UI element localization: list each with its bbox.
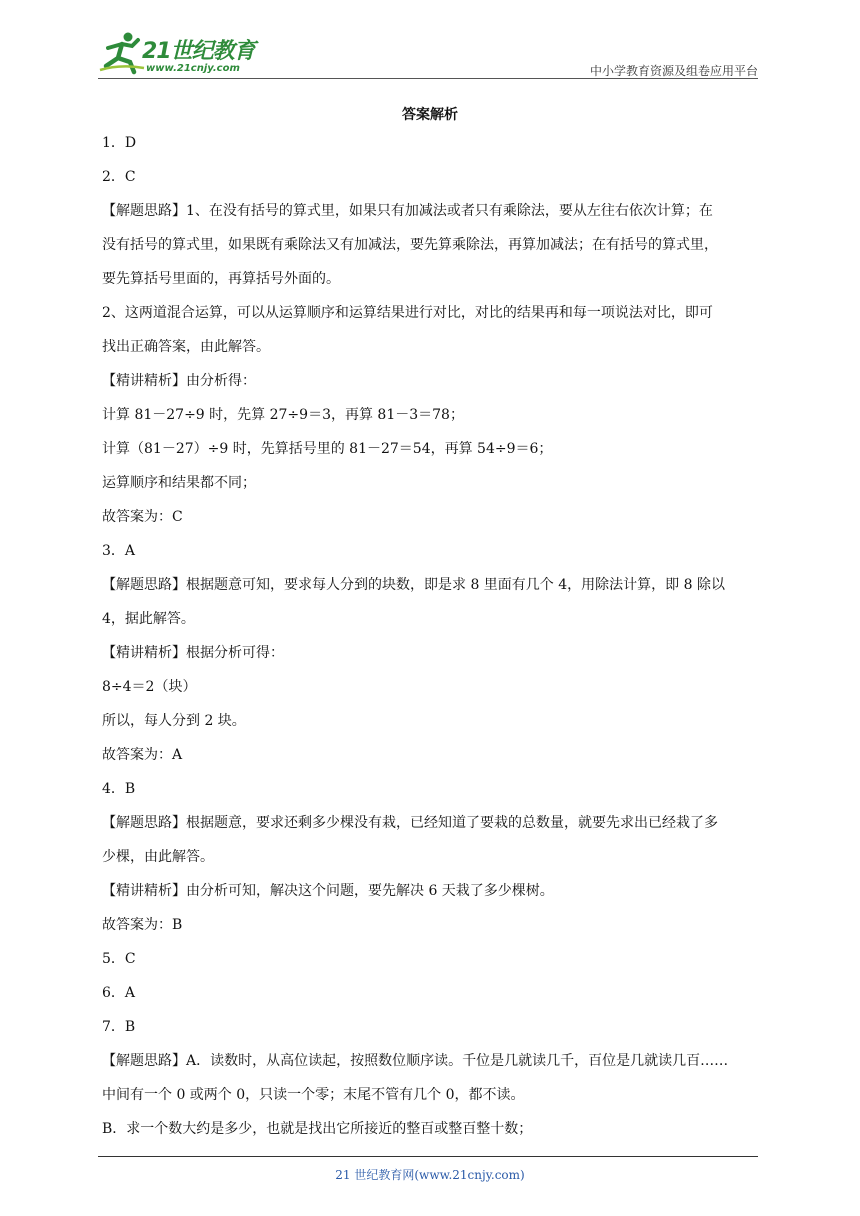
text-line: 故答案为：B — [102, 917, 183, 933]
page-footer[interactable]: 21 世纪教育网(www.21cnjy.com) — [335, 1168, 525, 1182]
text-line: 【精讲精析】根据分析可得： — [102, 645, 284, 661]
text-line: 1．D — [102, 135, 137, 151]
text-line: B．求一个数大约是多少，也就是找出它所接近的整百或整百整十数； — [102, 1121, 533, 1137]
text-line: 计算（81－27）÷9 时，先算括号里的 81－27＝54，再算 54÷9＝6； — [102, 441, 553, 457]
footer-divider — [98, 1156, 758, 1157]
text-line: 2、这两道混合运算，可以从运算顺序和运算结果进行对比，对比的结果再和每一项说法对比，即可 — [102, 305, 713, 321]
page-header — [98, 30, 758, 78]
text-line: 4．B — [102, 781, 136, 797]
text-line: 没有括号的算式里，如果既有乘除法又有加减法，要先算乘除法，再算加减法；在有括号的算式里， — [102, 237, 718, 253]
runner-icon — [98, 30, 148, 76]
text-line: 计算 81－27÷9 时，先算 27÷9＝3，再算 81－3＝78； — [102, 407, 464, 423]
logo-brand: 21世纪教育 — [142, 39, 255, 64]
text-line: 【精讲精析】由分析可知，解决这个问题，要先解决 6 天栽了多少棵树。 — [102, 883, 554, 899]
text-line: 中间有一个 0 或两个 0，只读一个零；末尾不管有几个 0，都不读。 — [102, 1087, 525, 1103]
text-line: 【精讲精析】由分析得： — [102, 373, 256, 389]
text-line: 8÷4＝2（块） — [102, 679, 197, 695]
text-line: 6．A — [102, 985, 136, 1001]
text-line: 故答案为：A — [102, 747, 183, 763]
text-line: 所以，每人分到 2 块。 — [102, 713, 246, 729]
text-line: 【解题思路】根据题意可知，要求每人分到的块数，即是求 8 里面有几个 4，用除法计算，即 8 除以 — [102, 577, 725, 593]
text-line: 要先算括号里面的，再算括号外面的。 — [102, 271, 340, 287]
text-line: 2．C — [102, 169, 136, 185]
text-line: 【解题思路】1、在没有括号的算式里，如果只有加减法或者只有乘除法，要从左往右依次计算；在 — [102, 203, 713, 219]
text-line: 4，据此解答。 — [102, 611, 195, 627]
text-line: 【解题思路】根据题意，要求还剩多少棵没有栽，已经知道了要栽的总数量，就要先求出已经栽了多 — [102, 815, 718, 831]
page-title: 答案解析 — [402, 107, 458, 123]
text-line: 5．C — [102, 951, 136, 967]
text-line: 7．B — [102, 1019, 136, 1035]
text-line: 故答案为：C — [102, 509, 183, 525]
text-line: 3．A — [102, 543, 136, 559]
text-line: 运算顺序和结果都不同； — [102, 475, 256, 491]
brand-logo — [98, 30, 268, 76]
header-divider — [98, 78, 758, 79]
text-line: 找出正确答案，由此解答。 — [102, 339, 270, 355]
text-line: 少棵，由此解答。 — [102, 849, 214, 865]
answer-content — [102, 126, 762, 1146]
text-line: 【解题思路】A．读数时，从高位读起，按照数位顺序读。千位是几就读几千，百位是几就读几百…… — [102, 1053, 729, 1069]
logo-url: www.21cnjy.com — [146, 63, 240, 74]
platform-text: 中小学教育资源及组卷应用平台 — [589, 64, 758, 78]
